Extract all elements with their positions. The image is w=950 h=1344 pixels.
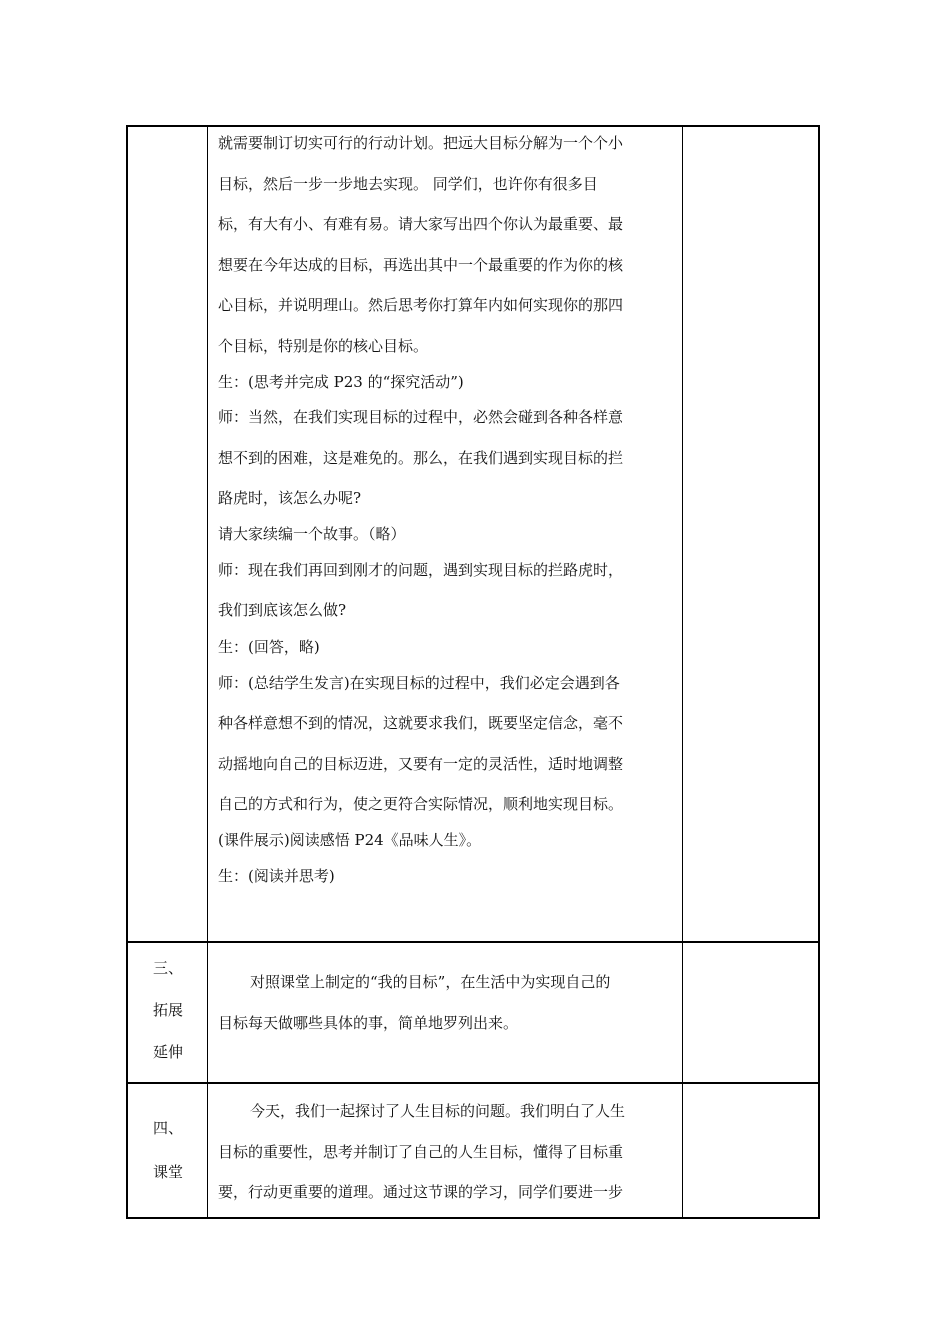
text-line: 师：当然，在我们实现目标的过程中，必然会碰到各种各样意 xyxy=(218,408,624,426)
text-line: 个目标，特别是你的核心目标。 xyxy=(218,337,429,355)
text-line: 自己的方式和行为，使之更符合实际情况，顺利地实现目标。 xyxy=(218,795,624,813)
section-label: 课堂 xyxy=(152,1163,183,1181)
text-line: 我们到底该怎么做? xyxy=(218,601,347,619)
text-line: 目标的重要性，思考并制订了自己的人生目标，懂得了目标重 xyxy=(218,1143,624,1161)
text-line: 师：(总结学生发言)在实现目标的过程中，我们必定会遇到各 xyxy=(218,674,620,692)
text-line: 种各样意想不到的情况，这就要求我们，既要坚定信念，毫不 xyxy=(218,714,624,732)
column-divider xyxy=(682,127,683,1217)
text-line: 标，有大有小、有难有易。请大家写出四个你认为最重要、最 xyxy=(218,215,624,233)
row-divider xyxy=(128,1082,818,1084)
text-line: 就需要制订切实可行的行动计划。把远大目标分解为一个个小 xyxy=(218,134,624,152)
section-label: 拓展 xyxy=(152,1001,183,1019)
text-line: 请大家续编一个故事。（略） xyxy=(218,525,406,543)
text-line: 路虎时，该怎么办呢? xyxy=(218,489,362,507)
section-label: 三、 xyxy=(152,959,183,977)
row-divider xyxy=(128,941,818,943)
text-line: 生：(阅读并思考) xyxy=(218,867,335,885)
text-line: 目标每天做哪些具体的事，简单地罗列出来。 xyxy=(218,1014,519,1032)
text-line: 对照课堂上制定的“我的目标”，在生活中为实现自己的 xyxy=(250,973,611,991)
text-line: 生：(回答，略) xyxy=(218,638,320,656)
text-line: 动摇地向自己的目标迈进，又要有一定的灵活性，适时地调整 xyxy=(218,755,624,773)
text-line: 要，行动更重要的道理。通过这节课的学习，同学们要进一步 xyxy=(218,1183,624,1201)
text-line: 想不到的困难，这是难免的。那么，在我们遇到实现目标的拦 xyxy=(218,449,624,467)
section-label: 四、 xyxy=(152,1119,183,1137)
text-line: 目标，然后一步一步地去实现。 同学们，也许你有很多目 xyxy=(218,175,598,193)
text-line: 想要在今年达成的目标，再选出其中一个最重要的作为你的核 xyxy=(218,256,624,274)
text-line: 今天，我们一起探讨了人生目标的问题。我们明白了人生 xyxy=(250,1102,626,1120)
text-line: 心目标，并说明理山。然后思考你打算年内如何实现你的那四 xyxy=(218,296,624,314)
text-line: (课件展示)阅读感悟 P24《品味人生》。 xyxy=(218,831,482,849)
text-line: 师：现在我们再回到刚才的问题，遇到实现目标的拦路虎时， xyxy=(218,561,624,579)
section-label: 延伸 xyxy=(152,1043,183,1061)
text-line: 生：(思考并完成 P23 的“探究活动”) xyxy=(218,373,464,391)
lesson-table xyxy=(126,125,820,1219)
